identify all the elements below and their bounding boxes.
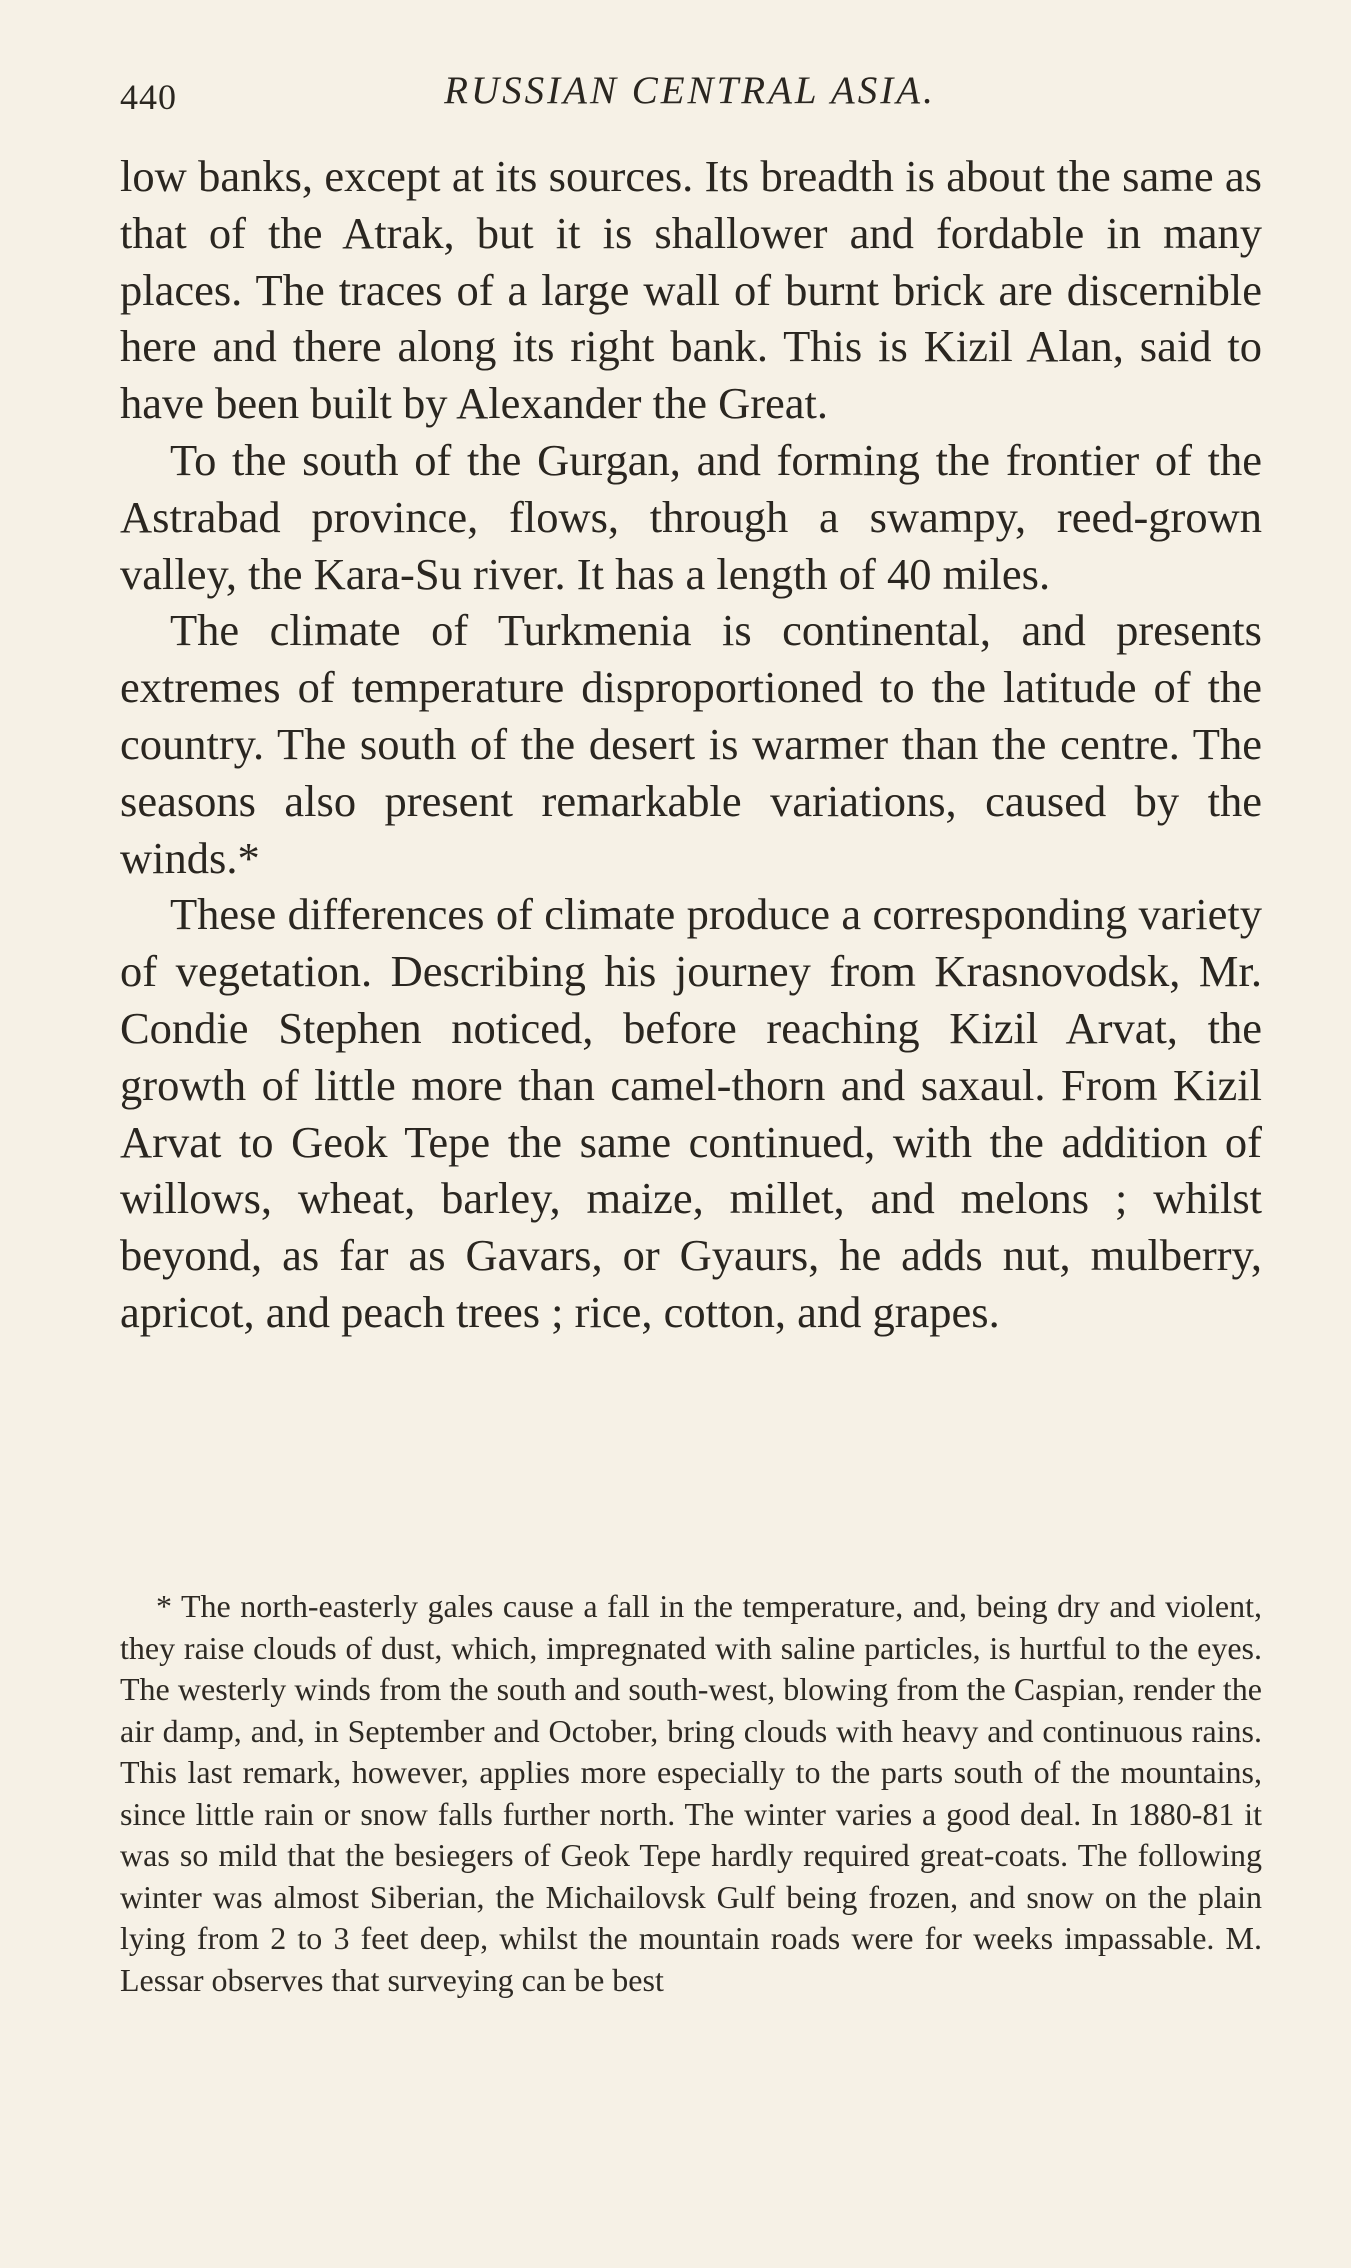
paragraph-gurgan-continued: low banks, except at its sources. Its breadth is about the same as that of the Atrak, but it is shallower and fordable in many places. The traces of a large wall of burnt brick are discernible here and there along its right bank. This is Kizil Alan, said to have been built by Alexander the Great. xyxy=(120,151,1262,429)
footnote xyxy=(120,1586,1262,2001)
paragraph-kara-su: To the south of the Gurgan, and forming the frontier of the Astrabad province, flows, through a swampy, reed-grown valley, the Kara-Su river. It has a length of 40 miles. xyxy=(120,434,1262,599)
page-number: 440 xyxy=(120,77,177,117)
running-title: RUSSIAN CENTRAL ASIA. xyxy=(444,69,936,112)
footnote-text: * The north-easterly gales cause a fall in the temperature, and, being dry and violent, they raise clouds of dust, which, impregnated with saline particles, is hurtful to the eyes. The westerly winds from the south and south-west, blowing from the Caspian, render the air damp, and, in September and October, bring clouds with heavy and continuous rains. This last remark, however, applies more especially to the parts south of the mountains, since little rain or snow falls further north. The winter varies a good deal. In 1880-81 it was so mild that the besiegers of Geok Tepe hardly required great-coats. The following winter was almost Siberian, the Michailovsk Gulf being frozen, and snow on the plain lying from 2 to 3 feet deep, whilst the mountain roads were for weeks impassable. M. Lessar observes that surveying can be best xyxy=(120,1588,1262,1998)
body-text xyxy=(120,148,1262,1341)
page-header xyxy=(120,68,1260,118)
paragraph-climate: The climate of Turkmenia is continental, and presents extremes of temperature disproportioned to the latitude of the country. The south of the desert is warmer than the centre. The seasons also present remarkable variations, caused by the winds.* xyxy=(120,605,1262,883)
paragraph-vegetation: These differences of climate produce a corresponding variety of vegetation. Describing his journey from Krasnovodsk, Mr. Condie Stephen noticed, before reaching Kizil Arvat, the growth of little more than camel-thorn and saxaul. From Kizil Arvat to Geok Tepe the same continued, with the addition of willows, wheat, barley, maize, millet, and melons ; whilst beyond, as far as Gavars, or Gyaurs, he adds nut, mulberry, apricot, and peach trees ; rice, cotton, and grapes. xyxy=(120,889,1262,1337)
